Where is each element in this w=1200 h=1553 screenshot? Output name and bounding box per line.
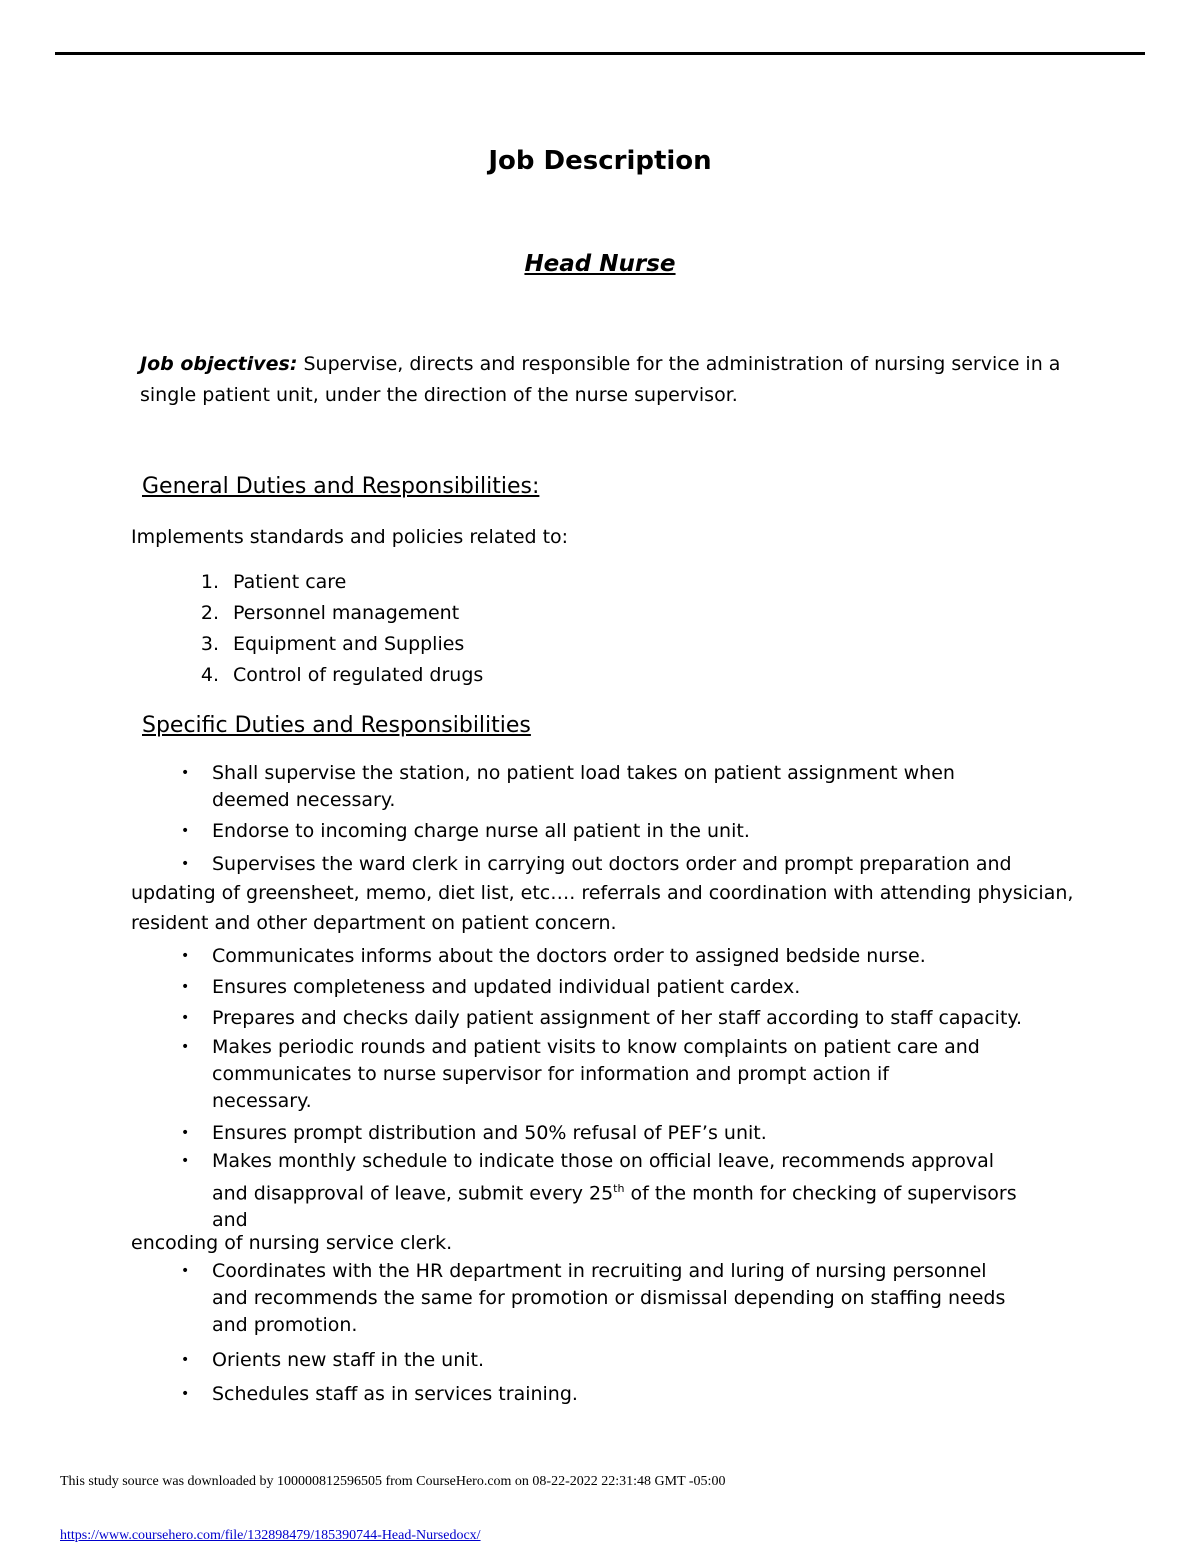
bullet-item: • Prepares and checks daily patient assignment of her staff according to staff capacity. (212, 1005, 1022, 1032)
bullet-item: • Coordinates with the HR department in recruiting and luring of nursing personnel and recommends the same for promotion or dismissal depending on staffing needs and promotion. (181, 1260, 1006, 1336)
bullet-item: • Ensures completeness and updated individual patient cardex. (212, 974, 800, 1001)
bullet-item: • Schedules staff as in services training. (212, 1381, 578, 1408)
bullet-continuation: updating of greensheet, memo, diet list, etc…. referrals and coordination with attending physician, (131, 882, 1074, 904)
bullet-icon: • (181, 856, 190, 872)
bullet-item: • Makes monthly schedule to indicate those on official leave, recommends approval and disapproval of leave, submit every 25th of the month for checking of supervisors and (181, 1150, 1017, 1232)
bullet-item: • Communicates informs about the doctors order to assigned bedside nurse. (212, 943, 926, 970)
top-rule (55, 52, 1145, 55)
bullet-icon: • (181, 1039, 190, 1055)
bullet-continuation: resident and other department on patient concern. (131, 912, 617, 934)
general-duties-intro: Implements standards and policies related to: (131, 526, 569, 548)
objectives-line-1: Supervise, directs and responsible for the administration of nursing service in a (297, 353, 1061, 375)
list-item: 4. Control of regulated drugs (200, 664, 484, 686)
bullet-item: • Endorse to incoming charge nurse all patient in the unit. (212, 818, 750, 845)
bullet-icon: • (181, 1125, 190, 1141)
footer-source-link[interactable]: https://www.coursehero.com/file/132898479/185390744-Head-Nursedocx/ (60, 1528, 481, 1543)
job-objectives (140, 349, 1060, 411)
bullet-continuation: encoding of nursing service clerk. (131, 1232, 453, 1254)
document-subtitle: Head Nurse (524, 251, 676, 277)
objectives-line-2: single patient unit, under the direction of the nurse supervisor. (140, 384, 738, 406)
bullet-item: • Ensures prompt distribution and 50% refusal of PEF’s unit. (212, 1120, 767, 1147)
bullet-icon: • (181, 823, 190, 839)
list-item: 3. Equipment and Supplies (200, 633, 465, 655)
list-item: 1. Patient care (200, 571, 347, 593)
bullet-icon: • (181, 1386, 190, 1402)
bullet-icon: • (181, 765, 190, 781)
bullet-item: • Supervises the ward clerk in carrying out doctors order and prompt preparation and (212, 851, 1012, 878)
objectives-label: Job objectives: (140, 353, 298, 375)
bullet-icon: • (181, 1352, 190, 1368)
bullet-icon: • (181, 1153, 190, 1169)
bullet-icon: • (181, 979, 190, 995)
bullet-item: • Orients new staff in the unit. (212, 1347, 484, 1374)
document-title: Job Description (488, 146, 712, 176)
list-item: 2. Personnel management (200, 602, 460, 624)
bullet-item: • Shall supervise the station, no patient load takes on patient assignment when deemed necessary. (181, 762, 955, 811)
bullet-icon: • (181, 948, 190, 964)
footer-source-note: This study source was downloaded by 100000812596505 from CourseHero.com on 08-22-2022 22:31:48 GMT -05:00 (60, 1474, 726, 1489)
bullet-icon: • (181, 1010, 190, 1026)
general-duties-heading: General Duties and Responsibilities: (142, 474, 540, 499)
bullet-icon: • (181, 1263, 190, 1279)
specific-duties-heading: Specific Duties and Responsibilities (142, 713, 531, 738)
bullet-item: • Makes periodic rounds and patient visits to know complaints on patient care and communicates to nurse supervisor for information and prompt action if necessary. (181, 1036, 980, 1112)
